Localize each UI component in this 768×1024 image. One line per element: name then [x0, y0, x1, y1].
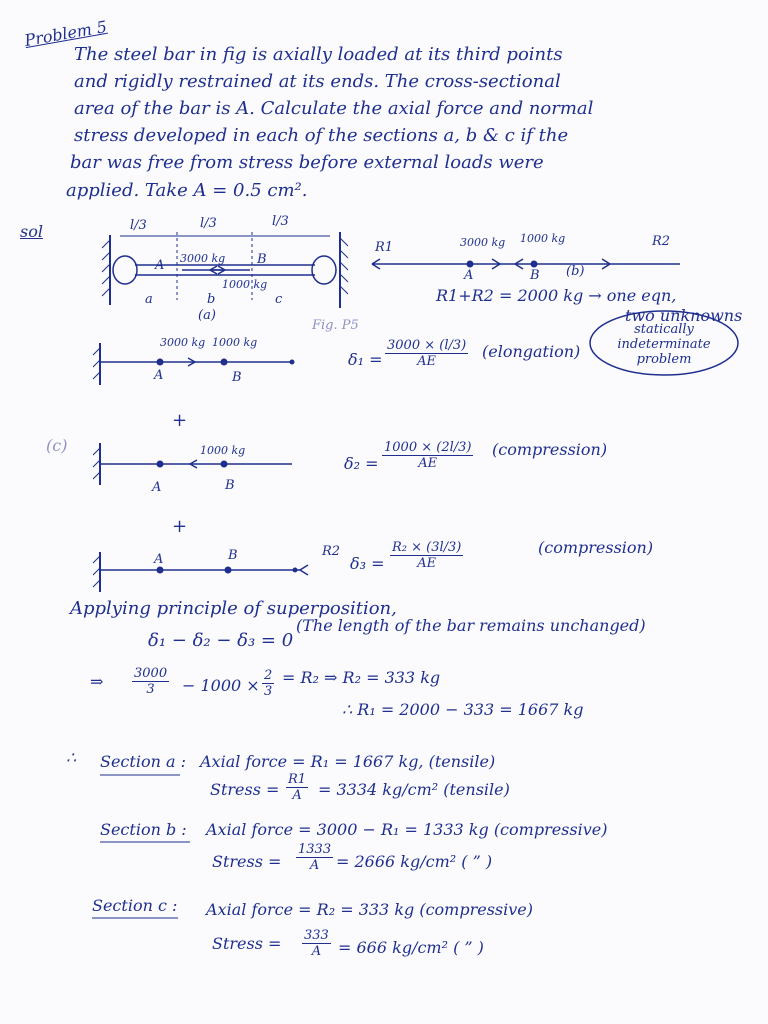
case3-r2: R2 [322, 544, 341, 559]
case1-load: 3000 kg [160, 336, 206, 349]
seg2-label: l/3 [200, 216, 217, 231]
right-wall-hatch [340, 238, 348, 294]
fig-a-bar-diagram [102, 232, 348, 308]
delta2-fraction: $\frac{1000 \times (2l/3)}{AE}$ [384, 440, 472, 471]
case1-load-b: 1000 kg [212, 336, 258, 349]
case2-point-b: B [225, 478, 235, 493]
section-c-stress-fraction: $\frac{333}{A}$ [304, 928, 329, 959]
plus-2: + [172, 516, 188, 537]
fig-a-point-a: A [155, 258, 165, 273]
fbd-sublabel: (b) [566, 264, 585, 279]
case3-point-b: B [228, 548, 238, 563]
section-a-stress-lhs: Stress = [210, 780, 280, 799]
section-c-stress-rhs: = 666 kg/cm² ( ” ) [338, 938, 484, 957]
case3-diagram [93, 552, 308, 592]
solution-label: sol [20, 222, 43, 241]
section-a-stress-fraction: $\frac{R1}{A}$ [288, 772, 307, 803]
statement-line-4: stress developed in each of the sections a, b & c if the [74, 125, 569, 146]
case2-load: 1000 kg [200, 444, 246, 457]
delta2-note: (compression) [492, 440, 608, 459]
delta3-lhs: δ₃ = [350, 554, 385, 573]
superposition-heading: Applying principle of superposition, [70, 598, 397, 619]
fig-a-load2: 1000 kg [222, 278, 268, 291]
statement-line-2: and rigidly restrained at its ends. The cross-sectional [74, 71, 561, 92]
section-b-label: b [207, 292, 216, 307]
left-support [113, 256, 137, 284]
case1-point-a: A [154, 368, 164, 383]
delta1-note: (elongation) [482, 342, 581, 361]
delta1-fraction: $\frac{3000 \times (l/3)}{AE}$ [387, 338, 467, 369]
solve-result-r2: = R₂ ⇒ R₂ = 333 kg [282, 668, 441, 687]
right-support [312, 256, 336, 284]
section-b-stress-fraction: $\frac{1333}{A}$ [298, 842, 332, 873]
statement-line-6: applied. Take A = 0.5 cm². [66, 180, 308, 201]
statement-line-1: The steel bar in fig is axially loaded at its third points [74, 44, 563, 65]
case2-label: (c) [46, 436, 68, 455]
fig-p5-label: Fig. P5 [312, 318, 359, 333]
therefore-symbol: ∴ [66, 748, 77, 767]
statement-line-5: bar was free from stress before external loads were [70, 152, 544, 173]
section-a-label: a [145, 292, 153, 307]
fbd-r1: R1 [375, 240, 394, 255]
solve-mid: − 1000 × [182, 676, 260, 695]
fbd-point-a: A [464, 268, 474, 283]
case2-diagram [93, 443, 292, 485]
left-wall-hatch [102, 240, 110, 296]
fbd-equation: R1+R2 = 2000 kg → one eqn, [436, 286, 677, 305]
case1-diagram [93, 343, 294, 385]
superposition-note: (The length of the bar remains unchanged) [296, 616, 646, 635]
section-a-stress-rhs: = 3334 kg/cm² (tensile) [318, 780, 510, 799]
section-c-stress-lhs: Stress = [212, 934, 282, 953]
implies-arrow: ⇒ [90, 672, 104, 691]
fig-a-sublabel: (a) [198, 308, 216, 323]
case1-point-b: B [232, 370, 242, 385]
delta3-note: (compression) [538, 538, 654, 557]
circled-note: statically indeterminate problem [617, 322, 711, 367]
fbd-note2: two unknowns [625, 306, 743, 325]
statement-line-3: area of the bar is A. Calculate the axial force and normal [74, 98, 594, 119]
case3-point-a: A [154, 552, 164, 567]
plus-1: + [172, 410, 188, 431]
section-c-force: Axial force = R₂ = 333 kg (compressive) [206, 900, 533, 919]
solve-fraction-1: $\frac{3000}{3}$ [134, 666, 168, 697]
delta1-lhs: δ₁ = [348, 350, 383, 369]
seg3-label: l/3 [272, 214, 289, 229]
section-c-label: c [275, 292, 283, 307]
section-b-force: Axial force = 3000 − R₁ = 1333 kg (compressive) [206, 820, 608, 839]
case2-point-a: A [152, 480, 162, 495]
section-c-heading: Section c : [92, 896, 178, 915]
fig-a-point-b: B [257, 252, 267, 267]
section-a-heading: Section a : [100, 752, 186, 771]
section-b-heading: Section b : [100, 820, 187, 839]
problem-label: Problem 5 [22, 16, 109, 51]
fbd-load1: 3000 kg [460, 236, 506, 249]
delta2-lhs: δ₂ = [344, 454, 379, 473]
seg1-label: l/3 [130, 218, 147, 233]
section-a-force: Axial force = R₁ = 1667 kg, (tensile) [200, 752, 496, 771]
fbd-point-b: B [530, 268, 540, 283]
delta3-fraction: $\frac{\text{R₂ × (3l/3)}}{AE}$ [392, 540, 462, 571]
superposition-equation: δ₁ − δ₂ − δ₃ = 0 [148, 630, 294, 651]
section-b-stress-rhs: = 2666 kg/cm² ( ” ) [336, 852, 493, 871]
fbd-r2: R2 [652, 234, 671, 249]
section-b-stress-lhs: Stress = [212, 852, 282, 871]
solve-result-r1: ∴ R₁ = 2000 − 333 = 1667 kg [342, 700, 584, 719]
fbd-load2: 1000 kg [520, 232, 566, 245]
fig-a-load1: 3000 kg [180, 252, 226, 265]
solve-fraction-2: $\frac{2}{3}$ [264, 668, 273, 699]
